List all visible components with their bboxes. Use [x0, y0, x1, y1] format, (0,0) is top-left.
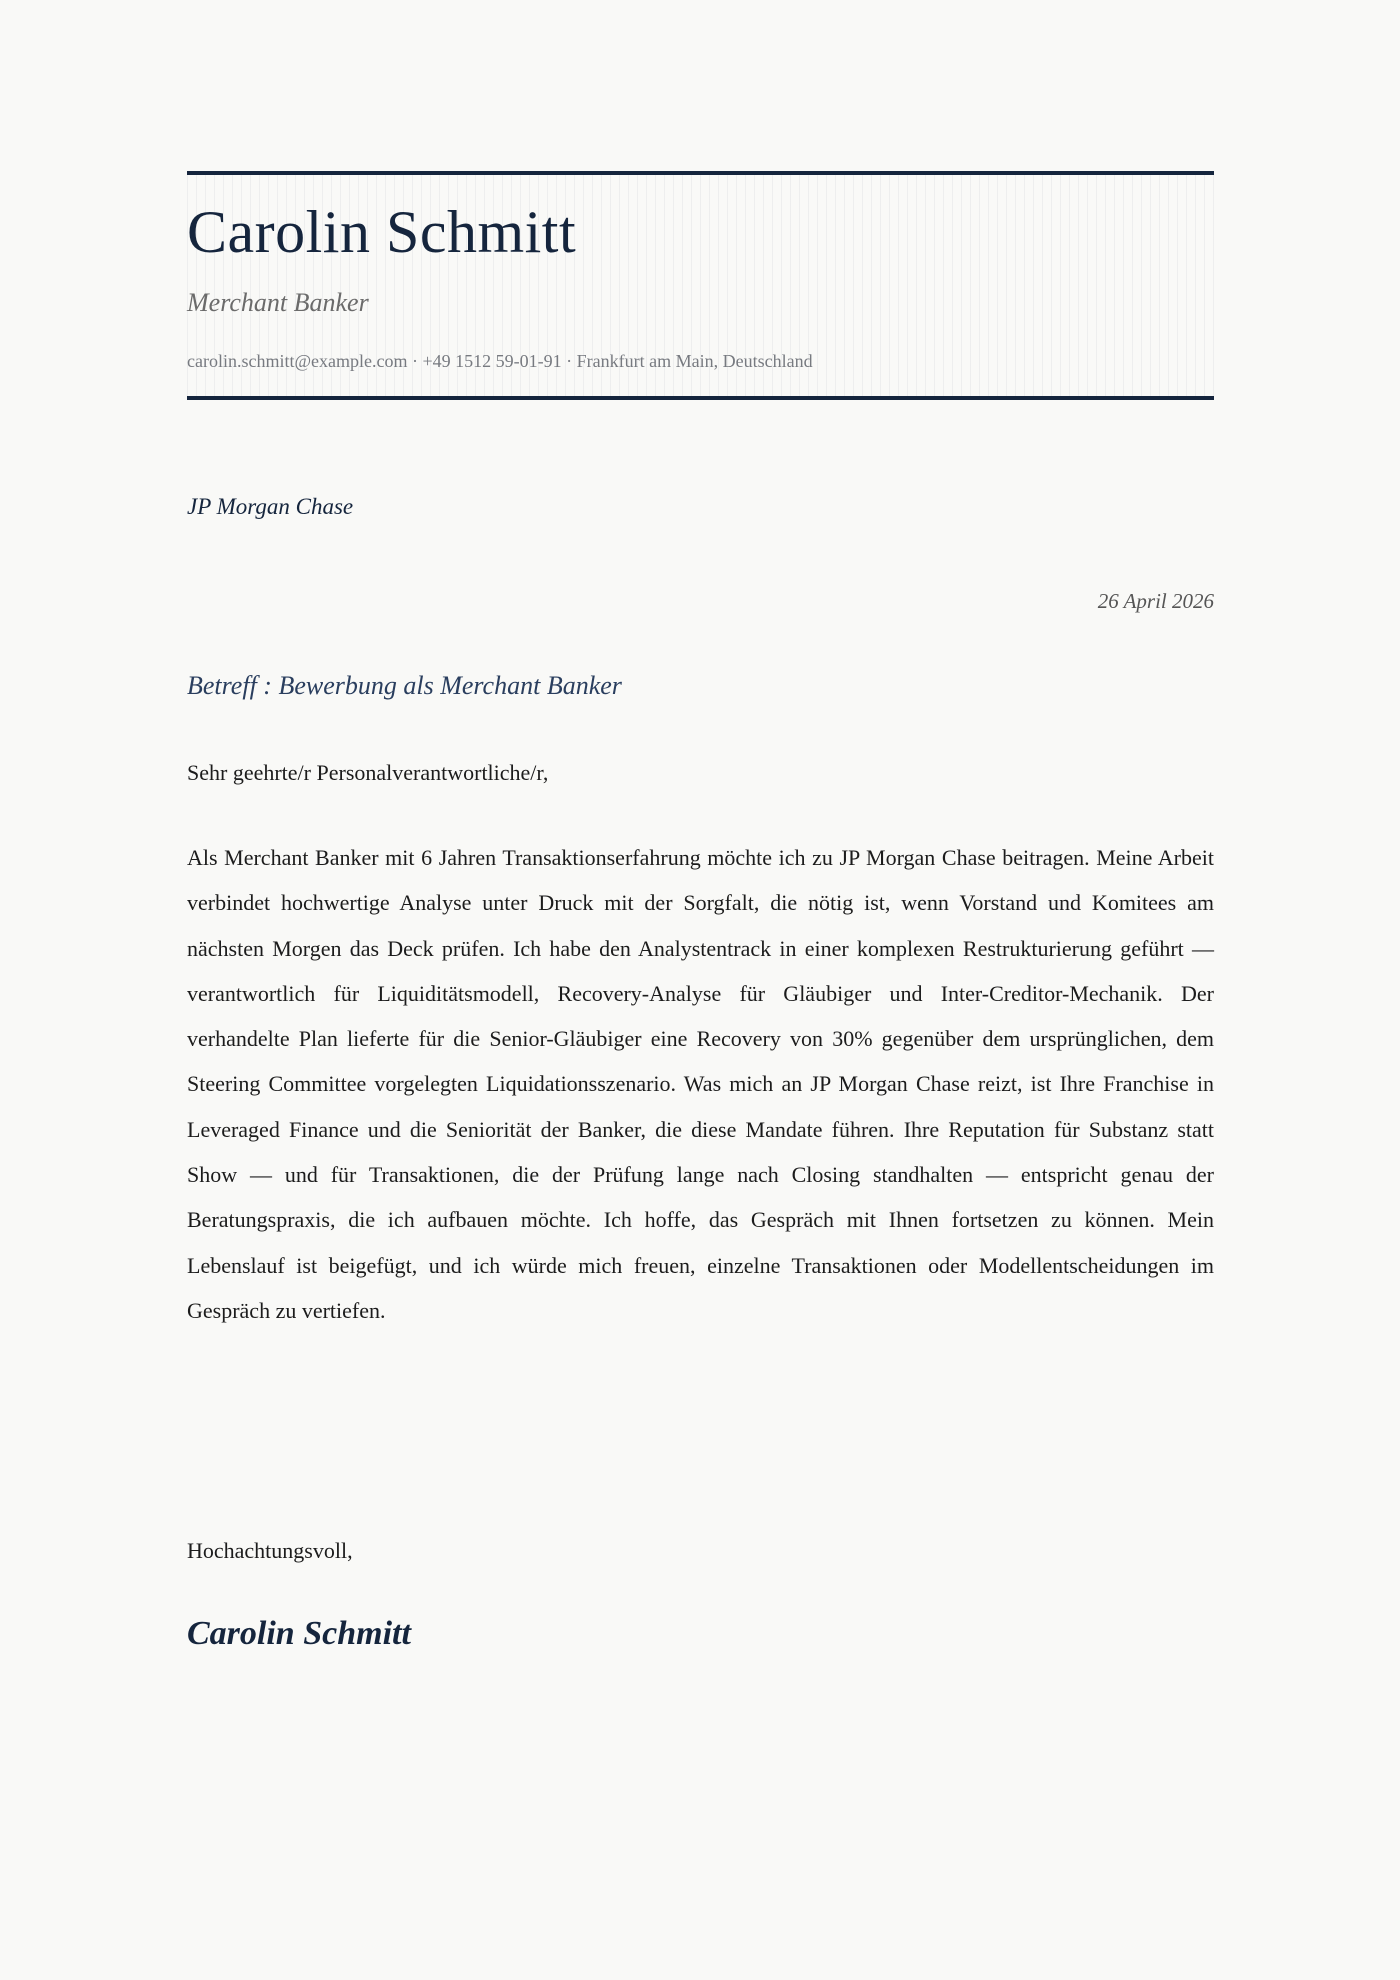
letter-header — [187, 171, 1214, 400]
applicant-name: Carolin Schmitt — [187, 199, 577, 265]
signature: Carolin Schmitt — [187, 1615, 411, 1652]
cover-letter-page — [187, 171, 1214, 1652]
subject-line: Betreff : Bewerbung als Merchant Banker — [187, 671, 622, 700]
contact-line: carolin.schmitt@example.com · +49 1512 59-01-91 · Frankfurt am Main, Deutschland — [187, 351, 813, 371]
salutation: Sehr geehrte/r Personalverantwortliche/r, — [187, 760, 549, 785]
letter-body: Als Merchant Banker mit 6 Jahren Transaktionserfahrung möchte ich zu JP Morgan Chase beitragen. Meine Arbeit verbindet hochwertige Analyse unter Druck mit der Sorgfalt, die nötig ist, wenn Vorstand und Komitees am nächsten Morgen das Deck prüfen. Ich habe den Analystentrack in einer komplexen Restrukturierung geführt — verantwortlich für Liquiditätsmodell, Recovery-Analyse für Gläubiger und Inter-Creditor-Mechanik. Der verhandelte Plan lieferte für die Senior-Gläubiger eine Recovery von 30% gegenüber dem ursprünglichen, dem Steering Committee vorgelegten Liquidationsszenario. Was mich an JP Morgan Chase reizt, ist Ihre Franchise in Leveraged Finance und die Seniorität der Banker, die diese Mandate führen. Ihre Reputation für Substanz statt Show — und für Transaktionen, die der Prüfung lange nach Closing standhalten — entspricht genau der Beratungspraxis, die ich aufbauen möchte. Ich hoffe, das Gespräch mit Ihnen fortsetzen zu können. Mein Lebenslauf ist beigefügt, und ich würde mich freuen, einzelne Transaktionen oder Modellentscheidungen im Gespräch zu vertiefen. — [187, 845, 1214, 1323]
closing: Hochachtungsvoll, — [187, 1538, 353, 1563]
applicant-role: Merchant Banker — [187, 288, 369, 317]
letter-date: 26 April 2026 — [1097, 589, 1214, 613]
recipient: JP Morgan Chase — [187, 494, 354, 519]
